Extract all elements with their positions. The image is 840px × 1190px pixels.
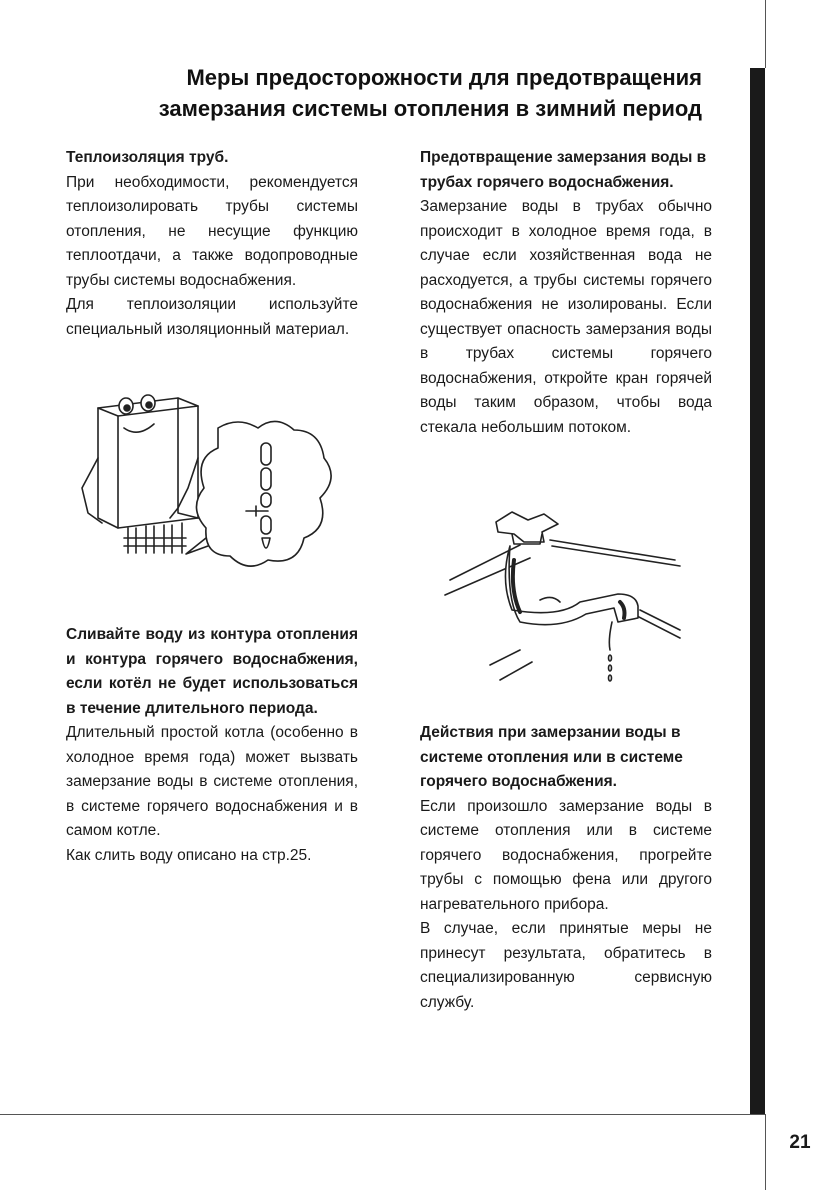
section-heading: Теплоизоляция труб. (66, 149, 229, 166)
paragraph: Замерзание воды в трубах обычно происходит в холодное время года, в случае если хозяйственная вода не расходуется, а трубы системы горячего водоснабжения не изолированы. Если существует опасность замерзания воды в трубах системы горячего водоснабжения, откройте кран горячей воды таким образом, чтобы вода стекала небольшим потоком. (420, 198, 712, 436)
page-title-line-1: Меры предосторожности для предотвращения (186, 65, 702, 90)
section-if-frozen (420, 721, 712, 1015)
paragraph: Как слить воду описано на стр.25. (66, 846, 312, 864)
section-drain-water (66, 623, 358, 868)
margin-line-top (765, 0, 766, 68)
footer-rule (0, 1114, 765, 1115)
dripping-faucet-icon (440, 490, 690, 690)
page-title-line-2: замерзания системы отопления в зимний период (158, 96, 702, 121)
paragraph: В случае, если принятые меры не принесут результата, обратитесь в специализированную сервисную службу. (420, 920, 712, 1011)
boiler-with-insulated-pipes-icon (58, 388, 348, 608)
page-title (42, 62, 702, 124)
section-heading: Сливайте воду из контура отопления и контура горячего водоснабжения, если котёл не будет использоваться в течение длительного периода. (66, 626, 358, 717)
section-prevent-freezing (420, 146, 712, 440)
chapter-tab-bar (750, 68, 765, 1114)
section-heading: Предотвращение замерзания воды в трубах горячего водоснабжения. (420, 149, 707, 191)
section-heading: Действия при замерзании воды в системе отопления или в системе горячего водоснабжения. (420, 724, 683, 790)
section-pipe-insulation (66, 146, 358, 342)
paragraph: Для теплоизоляции используйте специальный изоляционный материал. (66, 296, 358, 338)
margin-line-bottom (765, 1114, 766, 1190)
page-number: 21 (789, 1132, 811, 1153)
paragraph: Если произошло замерзание воды в системе отопления или в системе горячего водоснабжения, прогрейте трубы с помощью фена или другого нагревательного прибора. (420, 797, 712, 913)
paragraph: Длительный простой котла (особенно в холодное время года) может вызвать замерзание воды в системе отопления, в системе горячего водоснабжения и в самом котле. (66, 724, 358, 839)
paragraph: При необходимости, рекомендуется теплоизолировать трубы системы отопления, не несущие функцию теплоотдачи, а также водопроводные трубы системы водоснабжения. (66, 173, 358, 289)
